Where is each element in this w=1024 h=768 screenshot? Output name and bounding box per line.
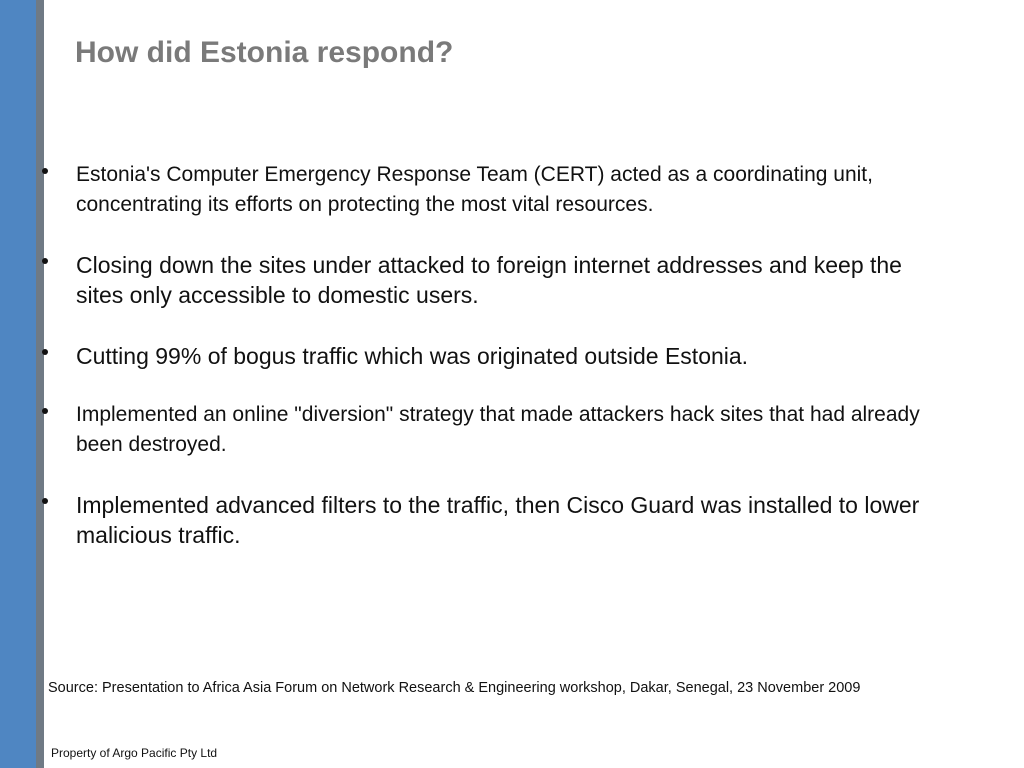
- bullet-text: Implemented an online "diversion" strategy that made attackers hack sites that had already been destroyed.: [76, 403, 920, 456]
- bullet-text: Implemented advanced filters to the traffic, then Cisco Guard was installed to lower malicious traffic.: [76, 492, 920, 548]
- bullet-text: Closing down the sites under attacked to foreign internet addresses and keep the sites only accessible to domestic users.: [76, 252, 902, 308]
- slide-title: How did Estonia respond?: [75, 36, 454, 69]
- bullet-dot-icon: [42, 349, 48, 355]
- bullet-dot-icon: [42, 498, 48, 504]
- source-citation: Source: Presentation to Africa Asia Forum on Network Research & Engineering workshop, Dakar, Senegal, 23 November 2009: [48, 680, 861, 696]
- bullet-dot-icon: [42, 168, 48, 174]
- bullet-dot-icon: [42, 408, 48, 414]
- bullet-text: Estonia's Computer Emergency Response Team (CERT) acted as a coordinating unit, concentrating its efforts on protecting the most vital resources.: [76, 163, 873, 216]
- bullet-text: Cutting 99% of bogus traffic which was originated outside Estonia.: [76, 343, 749, 369]
- bullet-dot-icon: [42, 258, 48, 264]
- footer-property-note: Property of Argo Pacific Pty Ltd: [51, 746, 218, 760]
